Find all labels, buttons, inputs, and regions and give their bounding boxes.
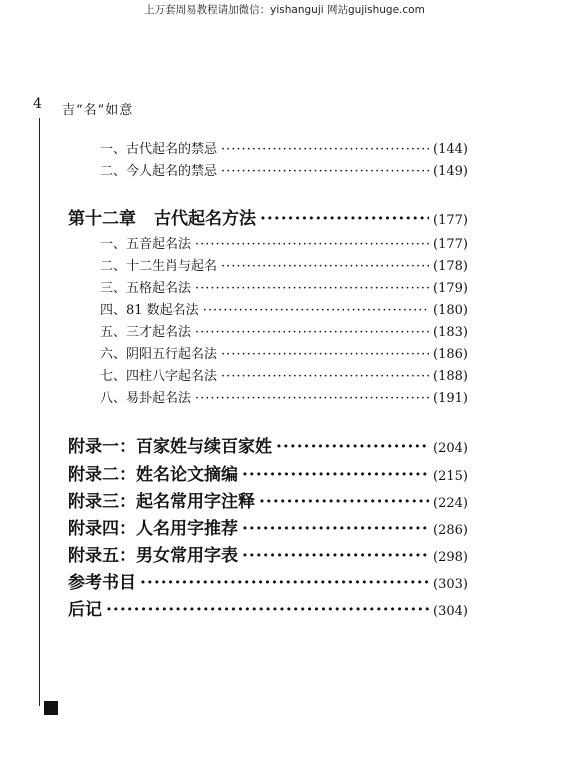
- toc-entry-title: 六、阴阳五行起名法: [100, 347, 218, 362]
- toc-entry: [100, 138, 468, 157]
- toc-entry-page: (149): [433, 164, 468, 179]
- toc-entry: [100, 387, 468, 406]
- dot-leader: [242, 546, 429, 566]
- toc-entry-page: (180): [433, 303, 468, 318]
- toc-entry-page: (144): [433, 142, 468, 157]
- dot-leader: [195, 391, 429, 406]
- toc-entry-title: 附录五：男女常用字表: [68, 546, 238, 566]
- corner-block-mark: [44, 701, 58, 715]
- toc-entry-page: (188): [433, 369, 468, 384]
- dot-leader: [140, 573, 429, 593]
- toc-entry-page: (304): [433, 604, 468, 619]
- toc-afterword-entry: [68, 595, 468, 620]
- toc-entry-page: (183): [433, 325, 468, 340]
- dot-leader: [221, 369, 429, 384]
- dot-leader: [221, 347, 429, 362]
- toc-entry: [100, 299, 468, 318]
- toc-entry-page: (303): [433, 577, 468, 592]
- toc-entry-page: (191): [433, 391, 468, 406]
- dot-leader: [195, 325, 429, 340]
- toc-appendix-entry: [68, 541, 468, 566]
- dot-leader: [221, 142, 429, 157]
- toc-entry-page: (224): [433, 496, 468, 511]
- toc-entry: [100, 255, 468, 274]
- toc-entry: [100, 233, 468, 252]
- toc-bibliography-entry: [68, 568, 468, 593]
- dot-leader: [203, 303, 429, 318]
- toc-entry-title: 参考书目: [68, 573, 136, 593]
- dot-leader: [221, 259, 429, 274]
- dot-leader: [259, 492, 429, 512]
- dot-leader: [195, 281, 429, 296]
- toc-entry-page: (177): [433, 237, 468, 252]
- toc-entry: [100, 365, 468, 384]
- page-number: 4: [33, 96, 42, 112]
- dot-leader: [242, 465, 429, 485]
- toc-entry-page: (177): [433, 213, 468, 228]
- toc-entry-page: (204): [433, 441, 468, 456]
- toc-entry-title: 附录四：人名用字推荐: [68, 519, 238, 539]
- toc-entry: [100, 160, 468, 179]
- toc-entry-page: (286): [433, 523, 468, 538]
- toc-entry-page: (186): [433, 347, 468, 362]
- dot-leader: [221, 164, 429, 179]
- toc-appendix-entry: [68, 514, 468, 539]
- dot-leader: [195, 237, 429, 252]
- left-margin-rule: [39, 118, 40, 706]
- toc-entry: [100, 321, 468, 340]
- chapter-title: 古代起名方法: [154, 209, 256, 229]
- toc-entry-title: 二、今人起名的禁忌: [100, 164, 218, 179]
- dot-leader: [242, 519, 429, 539]
- chapter-number: 第十二章: [68, 209, 136, 229]
- watermark-text: 上万套周易教程请加微信：yishanguji 网站gujishuge.com: [144, 4, 425, 16]
- toc-entry-page: (178): [433, 259, 468, 274]
- toc-chapter-heading: [68, 204, 468, 229]
- toc-entry-title: 附录三：起名常用字注释: [68, 492, 255, 512]
- dot-leader: [260, 209, 429, 229]
- dot-leader: [106, 600, 429, 620]
- toc-entry-title: 后记: [68, 600, 102, 620]
- toc-entry: [100, 343, 468, 362]
- dot-leader: [276, 437, 429, 457]
- toc-entry-title: 四、81 数起名法: [100, 303, 199, 318]
- toc-entry-title: 三、五格起名法: [100, 281, 192, 296]
- toc-entry-title: 附录一：百家姓与续百家姓: [68, 437, 272, 457]
- running-head: 吉“名”如意: [62, 103, 134, 118]
- toc-entry-title: 八、易卦起名法: [100, 391, 192, 406]
- toc-entry-title: 附录二：姓名论文摘编: [68, 465, 238, 485]
- toc-entry-page: (298): [433, 550, 468, 565]
- toc-entry-title: 一、五音起名法: [100, 237, 192, 252]
- toc-entry: [100, 277, 468, 296]
- toc-entry-title: 二、十二生肖与起名: [100, 259, 218, 274]
- toc-entry-page: (215): [433, 469, 468, 484]
- toc-entry-title: 一、古代起名的禁忌: [100, 142, 218, 157]
- toc-entry-page: (179): [433, 281, 468, 296]
- toc-entry-title: 五、三才起名法: [100, 325, 192, 340]
- toc-appendix-entry: [68, 487, 468, 512]
- toc-entry-title: 七、四柱八字起名法: [100, 369, 218, 384]
- toc-appendix-entry: [68, 460, 468, 485]
- toc-appendix-entry: [68, 432, 468, 457]
